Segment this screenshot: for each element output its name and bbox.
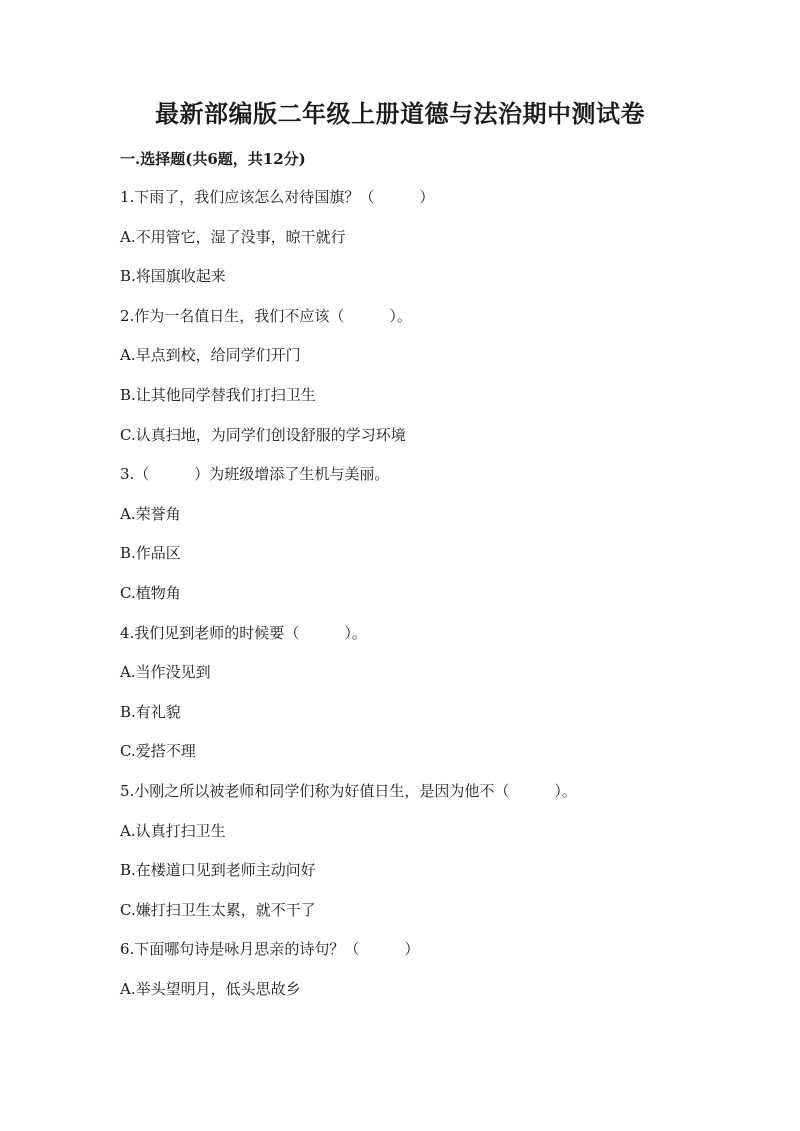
question-5-option-a: A.认真打扫卫生 bbox=[120, 821, 226, 840]
question-5-option-c: C.嫌打扫卫生太累，就不干了 bbox=[120, 900, 316, 919]
question-4-option-a: A.当作没见到 bbox=[120, 663, 211, 682]
question-3-option-a: A.荣誉角 bbox=[120, 504, 181, 523]
question-1-option-b: B.将国旗收起来 bbox=[120, 267, 226, 286]
question-5-option-b: B.在楼道口见到老师主动问好 bbox=[120, 861, 316, 880]
question-2-option-a: A.早点到校，给同学们开门 bbox=[120, 346, 301, 365]
question-6-option-a: A.举头望明月，低头思故乡 bbox=[120, 979, 301, 998]
question-1: 1.下雨了，我们应该怎么对待国旗？（ ） bbox=[120, 188, 435, 206]
question-4-option-b: B.有礼貌 bbox=[120, 702, 181, 721]
question-6: 6.下面哪句诗是咏月思亲的诗句？（ ） bbox=[120, 940, 420, 959]
question-3: 3.（ ）为班级增添了生机与美丽。 bbox=[120, 465, 390, 484]
question-4-option-c: C.爱搭不理 bbox=[120, 742, 196, 761]
question-3-option-b: B.作品区 bbox=[120, 544, 181, 563]
question-2-option-c: C.认真扫地，为同学们创设舒服的学习环境 bbox=[120, 425, 406, 444]
question-1-option-a: A.不用管它，湿了没事，晾干就行 bbox=[120, 227, 346, 246]
section-heading: 一.选择题(共6题，共12分) bbox=[120, 150, 306, 168]
question-list bbox=[120, 186, 740, 1017]
question-5: 5.小刚之所以被老师和同学们称为好值日生，是因为他不（ ）。 bbox=[120, 781, 577, 800]
question-2-option-b: B.让其他同学替我们打扫卫生 bbox=[120, 385, 316, 404]
question-2: 2.作为一名值日生，我们不应该（ ）。 bbox=[120, 306, 412, 325]
question-3-option-c: C.植物角 bbox=[120, 583, 181, 602]
question-4: 4.我们见到老师的时候要（ ）。 bbox=[120, 623, 367, 642]
page-title: 最新部编版二年级上册道德与法治期中测试卷 bbox=[155, 99, 645, 128]
